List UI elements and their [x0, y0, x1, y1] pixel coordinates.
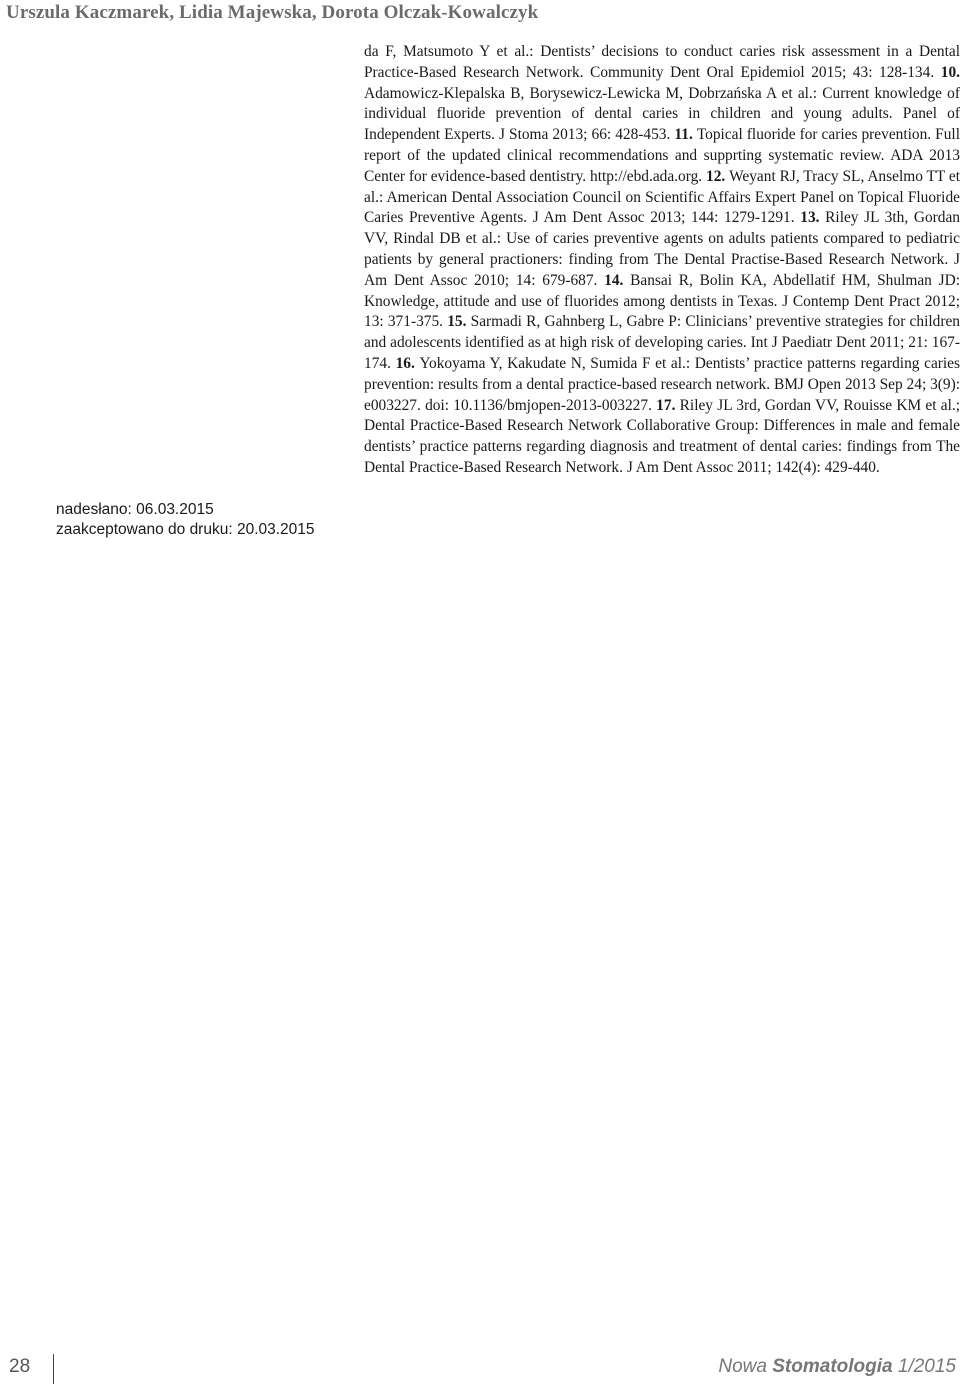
journal-name-part: Nowa [718, 1356, 773, 1377]
reference-text: Adamowicz-Klepalska B, Borysewicz-Lewicka M, Dobrzańska A et al.: Current knowledge of individual fluoride prevention of dental caries in children and young adults. Panel of Independent Experts. J Stoma 2013; 66: 428-453. [364, 84, 960, 144]
reference-number: 11. [674, 126, 697, 144]
reference-text: Yokoyama Y, Kakudate N, Sumida F et al.: Dentists’ practice patterns regarding caries prevention: results from a dental practice-based research network. BMJ Open 2013 Sep 24; 3(9): e003227. doi: 10.1136/bmjopen-2013-003227. [364, 354, 960, 414]
accepted-date: zaakceptowano do druku: 20.03.2015 [56, 521, 315, 538]
reference-list [364, 42, 960, 479]
journal-name [718, 1356, 956, 1378]
journal-issue: 1/2015 [892, 1356, 956, 1377]
reference-number: 17. [656, 396, 680, 414]
reference-number: 15. [447, 313, 471, 331]
reference-text: Riley JL 3th, Gordan VV, Rindal DB et al.: Use of caries preventive agents on adults patients compared to pediatric patients by general practioners: finding from The Dental Practise-Based Research Network. J Am Dent Assoc 2010; 14: 679-687. [364, 209, 960, 289]
reference-number: 16. [395, 354, 420, 372]
reference-number: 14. [604, 271, 631, 289]
submission-dates [56, 500, 315, 540]
reference-9-continuation: da F, Matsumoto Y et al.: Dentists’ decisions to conduct caries risk assessment in a Dental Practice-Based Research Network. Community Dent Oral Epidemiol 2015; 43: 128-134. [364, 43, 960, 81]
reference-text: Bansai R, Bolin KA, Abdellatif HM, Shulman JD: Knowledge, attitude and use of fluorides among dentists in Texas. J Contemp Dent Pract 2012; 13: 371-375. [364, 271, 960, 331]
reference-text: Sarmadi R, Gahnberg L, Gabre P: Clinicians’ preventive strategies for children and adolescents identified as at high risk of developing caries. Int J Paediatr Dent 2011; 21: 167-174. [364, 313, 960, 372]
reference-text: Riley JL 3rd, Gordan VV, Rouisse KM et al.; Dental Practice-Based Research Network Collaborative Group: Differences in male and female dentists’ practice patterns regarding diagnosis and treatment of dental caries: findings from The Dental Practice-Based Research Network. J Am Dent Assoc 2011; 142(4): 429-440. [364, 396, 960, 476]
page-footer [0, 1350, 960, 1384]
journal-name-bold: Stomatologia [772, 1356, 893, 1377]
reference-number: 10. [940, 63, 960, 81]
reference-number: 13. [800, 209, 826, 227]
received-date: nadesłano: 06.03.2015 [56, 501, 214, 518]
reference-text: Weyant RJ, Tracy SL, Anselmo TT et al.: American Dental Association Council on Scientific Affairs Expert Panel on Topical Fluoride Caries Preventive Agents. J Am Dent Assoc 2013; 144: 1279-1291. [364, 167, 960, 227]
reference-text: Topical fluoride for caries prevention. Full report of the updated clinical recommendations and supprting systematic review. ADA 2013 Center for evidence-based dentistry. http://ebd.ada.org. [364, 126, 960, 185]
footer-divider [53, 1354, 54, 1384]
reference-number: 12. [706, 167, 730, 185]
page-number: 28 [9, 1356, 31, 1377]
running-header-authors: Urszula Kaczmarek, Lidia Majewska, Dorota Olczak-Kowalczyk [6, 2, 539, 23]
